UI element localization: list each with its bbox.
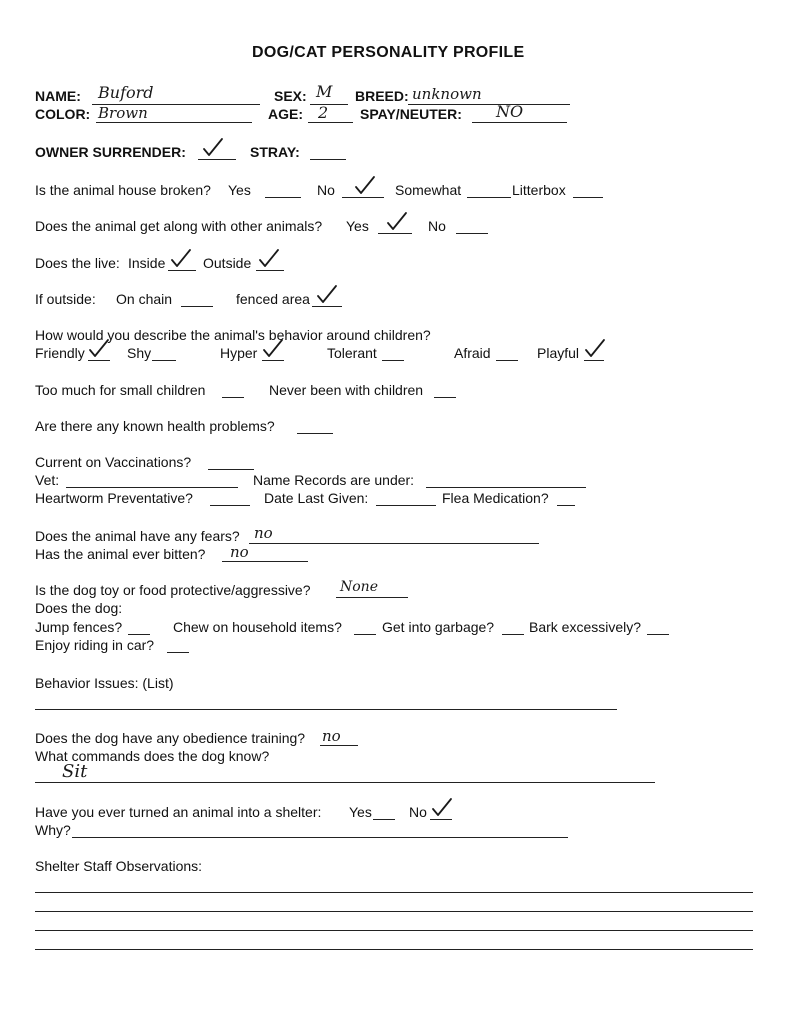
shelter-question: Have you ever turned an animal into a shelter: <box>35 804 322 820</box>
heartworm-line[interactable] <box>210 505 250 506</box>
name-value[interactable]: Buford <box>98 83 154 102</box>
fenced-area-checkmark-icon[interactable] <box>316 284 338 304</box>
children-friendly-line <box>88 360 110 361</box>
other-animals-yes-checkmark-icon[interactable] <box>386 211 408 231</box>
breed-label: BREED: <box>355 88 409 104</box>
obedience-question: Does the dog have any obedience training? <box>35 730 306 746</box>
bitten-question: Has the animal ever bitten? <box>35 546 206 562</box>
other-animals-no-label: No <box>428 218 446 234</box>
fears-answer[interactable]: no <box>254 524 273 542</box>
age-value[interactable]: 2 <box>318 103 329 122</box>
lives-inside-checkmark-icon[interactable] <box>170 248 192 268</box>
garbage-line[interactable] <box>502 634 524 635</box>
fenced-area-label: fenced area <box>236 291 310 307</box>
spay-neuter-value[interactable]: NO <box>496 102 524 121</box>
too-much-children-line[interactable] <box>222 397 244 398</box>
breed-value[interactable]: unknown <box>412 85 482 103</box>
riding-label: Enjoy riding in car? <box>35 637 155 653</box>
shelter-no-label: No <box>409 804 427 820</box>
protective-line <box>336 597 408 598</box>
vaccinations-line[interactable] <box>208 469 254 470</box>
sex-line <box>310 104 348 105</box>
staff-line-1[interactable] <box>35 892 753 893</box>
children-playful-label: Playful <box>537 345 580 361</box>
children-afraid-label: Afraid <box>454 345 491 361</box>
chew-line[interactable] <box>354 634 376 635</box>
house-broken-litterbox-line[interactable] <box>573 197 603 198</box>
color-value[interactable]: Brown <box>98 104 148 122</box>
fears-question: Does the animal have any fears? <box>35 528 240 544</box>
children-playful-line <box>584 360 604 361</box>
children-afraid-line[interactable] <box>496 360 518 361</box>
name-label: NAME: <box>35 88 81 104</box>
obedience-line <box>320 745 358 746</box>
children-friendly-checkmark-icon[interactable] <box>88 338 110 358</box>
staff-line-3[interactable] <box>35 930 753 931</box>
lives-inside-line <box>168 270 196 271</box>
house-broken-somewhat-label: Somewhat <box>395 182 462 198</box>
fears-line <box>249 543 539 544</box>
riding-line[interactable] <box>167 652 189 653</box>
lives-inside-label: Inside <box>128 255 166 271</box>
children-hyper-label: Hyper <box>220 345 258 361</box>
staff-line-2[interactable] <box>35 911 753 912</box>
on-chain-line[interactable] <box>181 306 213 307</box>
other-animals-no-line[interactable] <box>456 233 488 234</box>
health-question: Are there any known health problems? <box>35 418 275 434</box>
commands-question: What commands does the dog know? <box>35 748 270 764</box>
shelter-no-checkmark-icon[interactable] <box>431 797 453 817</box>
sex-label: SEX: <box>274 88 307 104</box>
date-given-line[interactable] <box>376 505 436 506</box>
does-dog-label: Does the dog: <box>35 600 123 616</box>
other-animals-yes-line <box>378 233 412 234</box>
children-hyper-checkmark-icon[interactable] <box>262 338 284 358</box>
if-outside-label: If outside: <box>35 291 96 307</box>
date-given-label: Date Last Given: <box>264 490 369 506</box>
house-broken-yes-label: Yes <box>228 182 251 198</box>
lives-outside-line <box>256 270 284 271</box>
age-label: AGE: <box>268 106 303 122</box>
fenced-area-line <box>312 306 342 307</box>
lives-outside-checkmark-icon[interactable] <box>258 248 280 268</box>
owner-surrender-line <box>198 159 236 160</box>
never-children-line[interactable] <box>434 397 456 398</box>
jump-label: Jump fences? <box>35 619 123 635</box>
bitten-line <box>222 561 308 562</box>
staff-observations-label: Shelter Staff Observations: <box>35 858 203 874</box>
obedience-answer[interactable]: no <box>322 727 341 745</box>
children-playful-checkmark-icon[interactable] <box>584 338 606 358</box>
shelter-no-line <box>430 819 452 820</box>
protective-answer[interactable]: None <box>340 579 378 595</box>
house-broken-litterbox-label: Litterbox <box>512 182 566 198</box>
on-chain-label: On chain <box>116 291 173 307</box>
records-label: Name Records are under: <box>253 472 415 488</box>
vet-label: Vet: <box>35 472 60 488</box>
behavior-issues-label: Behavior Issues: (List) <box>35 675 174 691</box>
house-broken-question: Is the animal house broken? <box>35 182 211 198</box>
other-animals-question: Does the animal get along with other animals? <box>35 218 323 234</box>
house-broken-no-checkmark-icon[interactable] <box>354 175 376 195</box>
heartworm-label: Heartworm Preventative? <box>35 490 193 506</box>
shelter-yes-label: Yes <box>349 804 372 820</box>
never-children-label: Never been with children <box>269 382 424 398</box>
chew-label: Chew on household items? <box>173 619 342 635</box>
children-tolerant-line[interactable] <box>382 360 404 361</box>
health-line[interactable] <box>297 433 333 434</box>
flea-label: Flea Medication? <box>442 490 549 506</box>
protective-question: Is the dog toy or food protective/aggressive? <box>35 582 311 598</box>
owner-surrender-checkmark-icon[interactable] <box>202 137 224 157</box>
shelter-yes-line[interactable] <box>373 819 395 820</box>
other-animals-yes-label: Yes <box>346 218 369 234</box>
children-shy-line[interactable] <box>152 360 176 361</box>
children-shy-label: Shy <box>127 345 152 361</box>
stray-label: STRAY: <box>250 144 300 160</box>
children-question: How would you describe the animal's behavior around children? <box>35 327 431 343</box>
age-line <box>308 122 353 123</box>
bitten-answer[interactable]: no <box>230 543 249 561</box>
house-broken-somewhat-line[interactable] <box>467 197 511 198</box>
too-much-children-label: Too much for small children <box>35 382 206 398</box>
jump-line[interactable] <box>128 634 150 635</box>
commands-line <box>35 782 655 783</box>
vaccinations-label: Current on Vaccinations? <box>35 454 192 470</box>
house-broken-no-label: No <box>317 182 335 198</box>
spay-neuter-label: SPAY/NEUTER: <box>360 106 462 122</box>
bark-label: Bark excessively? <box>529 619 642 635</box>
children-friendly-label: Friendly <box>35 345 85 361</box>
flea-line[interactable] <box>557 505 575 506</box>
commands-answer[interactable]: Sit <box>62 761 88 782</box>
lives-outside-label: Outside <box>203 255 252 271</box>
why-line[interactable] <box>72 837 568 838</box>
stray-line[interactable] <box>310 159 346 160</box>
children-tolerant-label: Tolerant <box>327 345 377 361</box>
page-title: DOG/CAT PERSONALITY PROFILE <box>252 44 525 61</box>
owner-surrender-label: OWNER SURRENDER: <box>35 144 186 160</box>
vet-line[interactable] <box>66 487 238 488</box>
color-label: COLOR: <box>35 106 91 122</box>
records-line[interactable] <box>426 487 586 488</box>
bark-line[interactable] <box>647 634 669 635</box>
lives-question: Does the live: <box>35 255 120 271</box>
sex-value[interactable]: M <box>316 82 333 101</box>
staff-line-4[interactable] <box>35 949 753 950</box>
spay-neuter-line <box>472 122 567 123</box>
behavior-issues-line[interactable] <box>35 709 617 710</box>
house-broken-no-line <box>342 197 384 198</box>
why-label: Why? <box>35 822 71 838</box>
color-line <box>96 122 252 123</box>
house-broken-yes-line[interactable] <box>265 197 301 198</box>
garbage-label: Get into garbage? <box>382 619 495 635</box>
children-hyper-line <box>262 360 284 361</box>
